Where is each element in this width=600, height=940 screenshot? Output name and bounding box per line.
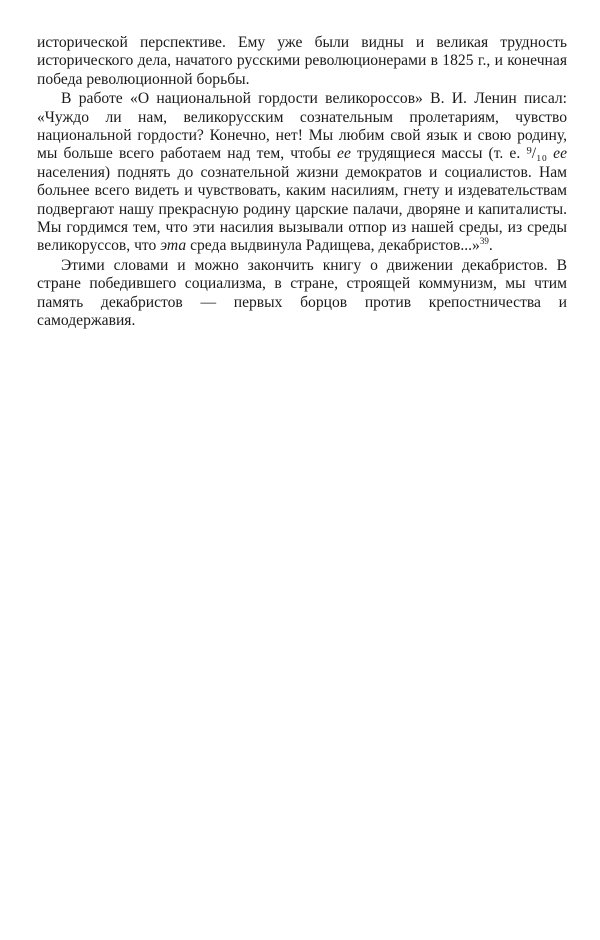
paragraph-2-mid-2: населения) поднять до сознательной жизни демократов и социалистов. Нам больнее всего видеть и чувствовать, каким насилиям, гнету и издевательствам подвергают нашу прекрасную родину царские палачи, дворяне и капиталисты. Мы гордимся тем, что эти насилия вызывали отпор из нашей среды, из среды великоруссов, что [37, 163, 567, 255]
footnote-ref: 39 [479, 236, 489, 247]
paragraph-3: Этими словами и можно закончить книгу о движении декабристов. В стране победившего социализма, в стране, строящей коммунизм, мы чтим память декабристов — первых борцов против крепостничества и самодержавия. [37, 256, 567, 330]
emphasis-2: ее [553, 145, 568, 163]
fraction: ⁹/₁₀ [526, 145, 548, 163]
emphasis-3: эта [160, 237, 187, 255]
paragraph-2-mid-1: трудящиеся массы (т. е. [357, 145, 521, 163]
paragraph-1: исторической перспективе. Ему уже были видны и великая трудность исторического дела, начатого русскими революционерами в 1825 г., и конечная победа революционной борьбы. [37, 34, 567, 88]
paragraph-2-intro: В работе «О национальной гордости великороссов» В. И. Ленин писал: «Чуждо ли нам, великорусским сознательным пролетариям, чувство национальной гордости? Конечно, нет! Мы любим свой язык и свою родину, мы больше всего работаем над тем, чтобы [37, 90, 567, 163]
paragraph-2-period: . [488, 237, 493, 255]
emphasis-1: ее [337, 145, 351, 163]
paragraph-2 [37, 90, 567, 256]
paragraph-2-end: среда выдвинула Радищева, декабристов...» [190, 237, 480, 255]
page-body [37, 34, 567, 331]
